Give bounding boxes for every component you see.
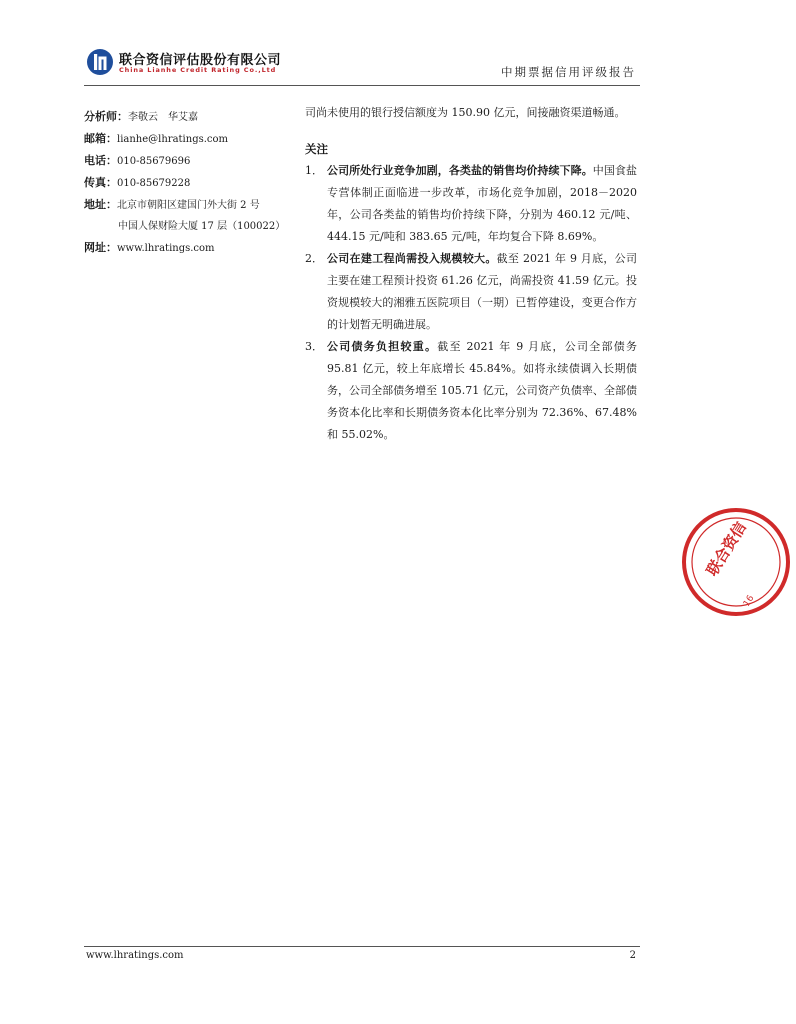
header-divider [84, 85, 640, 86]
fax-value: 010-85679228 [117, 178, 191, 189]
footer-divider [84, 946, 640, 947]
concern-item [305, 336, 637, 446]
company-seal-icon [676, 492, 796, 632]
item-text: 截至 2021 年 9 月底，公司全部债务 95.81 亿元，较上年底增长 45.84%。如将永续债调入长期债务，公司全部债务增至 105.71 亿元，公司资产负债率、全部债务资本化比率和长期债务资本化比率分别为 72.36%、67.48%和 55.02%。 [327, 340, 638, 441]
company-name-en: China Lianhe Credit Rating Co.,Ltd [119, 66, 277, 74]
analysts-row [84, 106, 289, 128]
website-value: www.lhratings.com [117, 243, 215, 254]
phone-value: 010-85679696 [117, 156, 191, 167]
item-number: 2． [305, 252, 323, 265]
address-row-2 [84, 216, 289, 237]
contact-block [84, 106, 289, 259]
item-lead: 公司在建工程尚需投入规模较大。 [327, 252, 497, 265]
svg-text:16: 16 [741, 593, 757, 609]
address-row [84, 194, 289, 216]
item-lead: 公司所处行业竞争加剧，各类盐的销售均价持续下降。 [327, 164, 593, 177]
email-label: 邮箱： [84, 132, 117, 145]
svg-text:联合资信: 联合资信 [702, 518, 750, 580]
concern-item [305, 160, 637, 248]
lianhe-logo-icon [86, 48, 114, 76]
phone-label: 电话： [84, 154, 117, 167]
item-number: 3． [305, 340, 323, 353]
email-row [84, 128, 289, 150]
content-column [305, 102, 637, 446]
item-lead: 公司债务负担较重。 [327, 340, 438, 353]
email-value: lianhe@lhratings.com [117, 134, 229, 145]
address-label: 地址： [84, 198, 117, 211]
company-logo [86, 48, 286, 78]
phone-row [84, 150, 289, 172]
footer-website: www.lhratings.com [86, 950, 184, 961]
address-line-1: 北京市朝阳区建国门外大街 2 号 [117, 200, 260, 211]
website-label: 网址： [84, 241, 117, 254]
section-title: 关注 [305, 142, 328, 156]
concern-item [305, 248, 637, 336]
fax-row [84, 172, 289, 194]
item-text: 中国食盐专营体制正面临进一步改革，市场化竞争加剧，2018－2020 年，公司各类盐的销售均价持续下降，分别为 460.12 元/吨、444.15 元/吨和 383.65 元/吨，年均复合下降 8.69%。 [327, 164, 638, 243]
report-type-title: 中期票据信用评级报告 [501, 65, 636, 79]
fax-label: 传真： [84, 176, 117, 189]
analysts-label: 分析师： [84, 110, 128, 123]
item-number: 1． [305, 164, 323, 177]
address-line-2: 中国人保财险大厦 17 层（100022） [118, 221, 286, 232]
analysts-value: 李敬云 华艾嘉 [128, 112, 198, 123]
page-number: 2 [629, 950, 636, 961]
intro-paragraph: 司尚未使用的银行授信额度为 150.90 亿元，间接融资渠道畅通。 [305, 106, 626, 119]
website-row [84, 237, 289, 259]
item-text: 截至 2021 年 9 月底，公司主要在建工程预计投资 61.26 亿元，尚需投资 41.59 亿元。投资规模较大的湘雅五医院项目（一期）已暂停建设，变更合作方的计划暂无明确进展。 [327, 252, 637, 331]
company-name-cn: 联合资信评估股份有限公司 [119, 53, 282, 68]
